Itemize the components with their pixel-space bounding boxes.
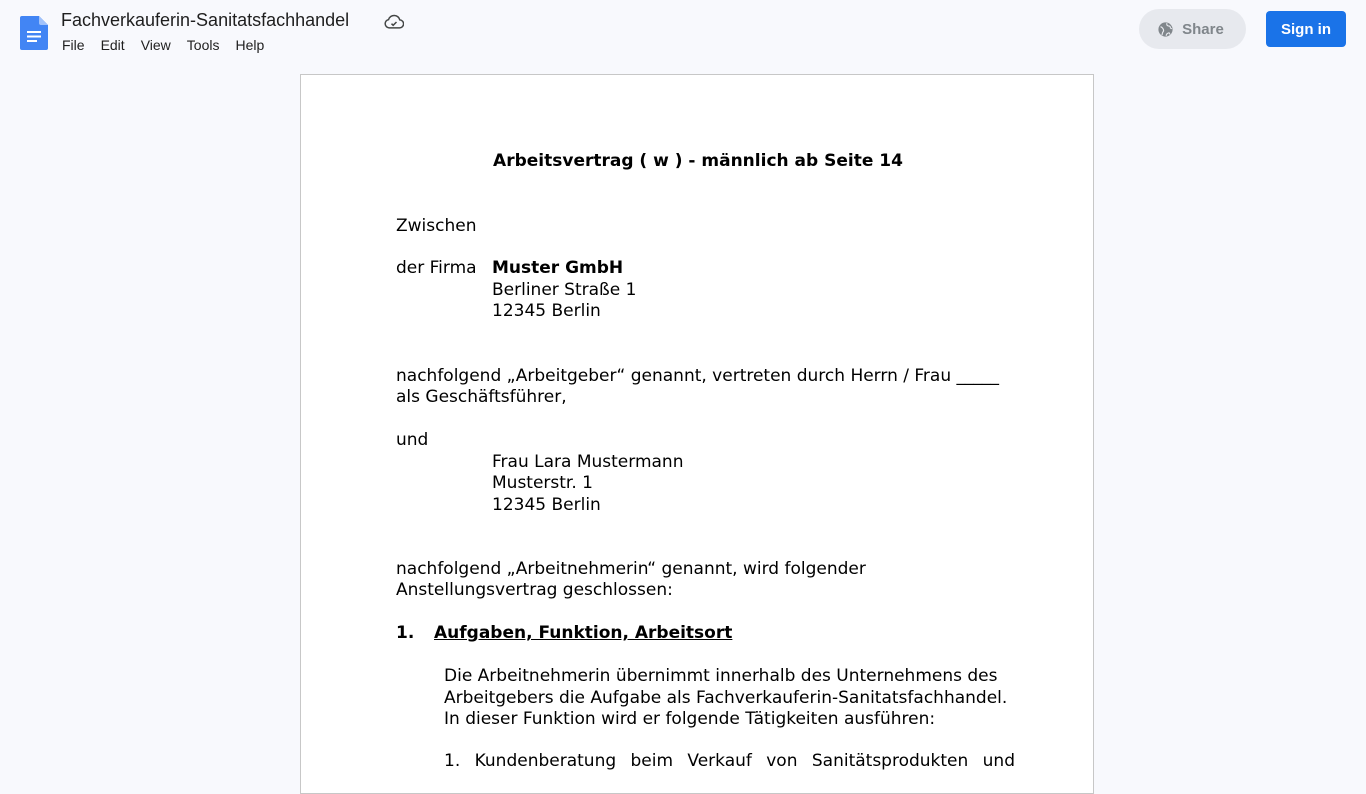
firma-street: Berliner Straße 1 <box>492 280 637 300</box>
list-item-1 <box>444 751 1015 771</box>
employee-city: 12345 Berlin <box>492 495 601 515</box>
und-text: und <box>396 430 429 450</box>
list-word: 1. <box>444 751 461 771</box>
arbeitgeber-line-2: als Geschäftsführer, <box>396 387 567 407</box>
menu-view[interactable]: View <box>140 37 171 53</box>
menu-tools[interactable]: Tools <box>186 37 220 53</box>
share-label: Share <box>1182 20 1224 38</box>
employee-street: Musterstr. 1 <box>492 473 593 493</box>
firma-label: der Firma <box>396 258 477 278</box>
zwischen-text: Zwischen <box>396 216 477 236</box>
document-title[interactable]: Fachverkauferin-Sanitatsfachhandel <box>61 10 350 30</box>
arbeitnehmer-line-1: nachfolgend „Arbeitnehmerin“ genannt, wird folgender <box>396 559 866 579</box>
paragraph-line-3: In dieser Funktion wird er folgende Tätigkeiten ausführen: <box>444 709 936 729</box>
firma-city: 12345 Berlin <box>492 301 601 321</box>
docs-logo-icon[interactable] <box>20 16 48 50</box>
menu-help[interactable]: Help <box>235 37 265 53</box>
firma-name: Muster GmbH <box>492 258 624 278</box>
cloud-status-icon[interactable] <box>384 13 404 31</box>
section-1-title: Aufgaben, Funktion, Arbeitsort <box>434 623 733 643</box>
arbeitnehmer-line-2: Anstellungsvertrag geschlossen: <box>396 580 673 600</box>
employee-name: Frau Lara Mustermann <box>492 452 684 472</box>
section-1-number: 1. <box>396 623 415 643</box>
document-heading: Arbeitsvertrag ( w ) - männlich ab Seite 14 <box>493 151 903 171</box>
paragraph-line-1: Die Arbeitnehmerin übernimmt innerhalb des Unternehmens des <box>444 666 998 686</box>
top-bar <box>0 0 1366 64</box>
globe-icon <box>1157 21 1174 38</box>
list-word: Sanitätsprodukten <box>811 751 969 771</box>
sign-in-button[interactable]: Sign in <box>1266 11 1346 47</box>
list-word: Kundenberatung <box>474 751 617 771</box>
menu-file[interactable]: File <box>62 37 85 53</box>
arbeitgeber-line-1: nachfolgend „Arbeitgeber“ genannt, vertreten durch Herrn / Frau _____ <box>396 366 1000 386</box>
document-page[interactable] <box>300 74 1094 794</box>
list-word: Verkauf <box>687 751 752 771</box>
list-word: beim <box>630 751 674 771</box>
list-word: von <box>766 751 798 771</box>
paragraph-line-2: Arbeitgebers die Aufgabe als Fachverkauferin-Sanitatsfachhandel. <box>444 688 1008 708</box>
list-word: und <box>982 751 1015 771</box>
menu-edit[interactable]: Edit <box>100 37 125 53</box>
menu-bar <box>62 37 280 53</box>
share-button[interactable] <box>1139 9 1246 49</box>
